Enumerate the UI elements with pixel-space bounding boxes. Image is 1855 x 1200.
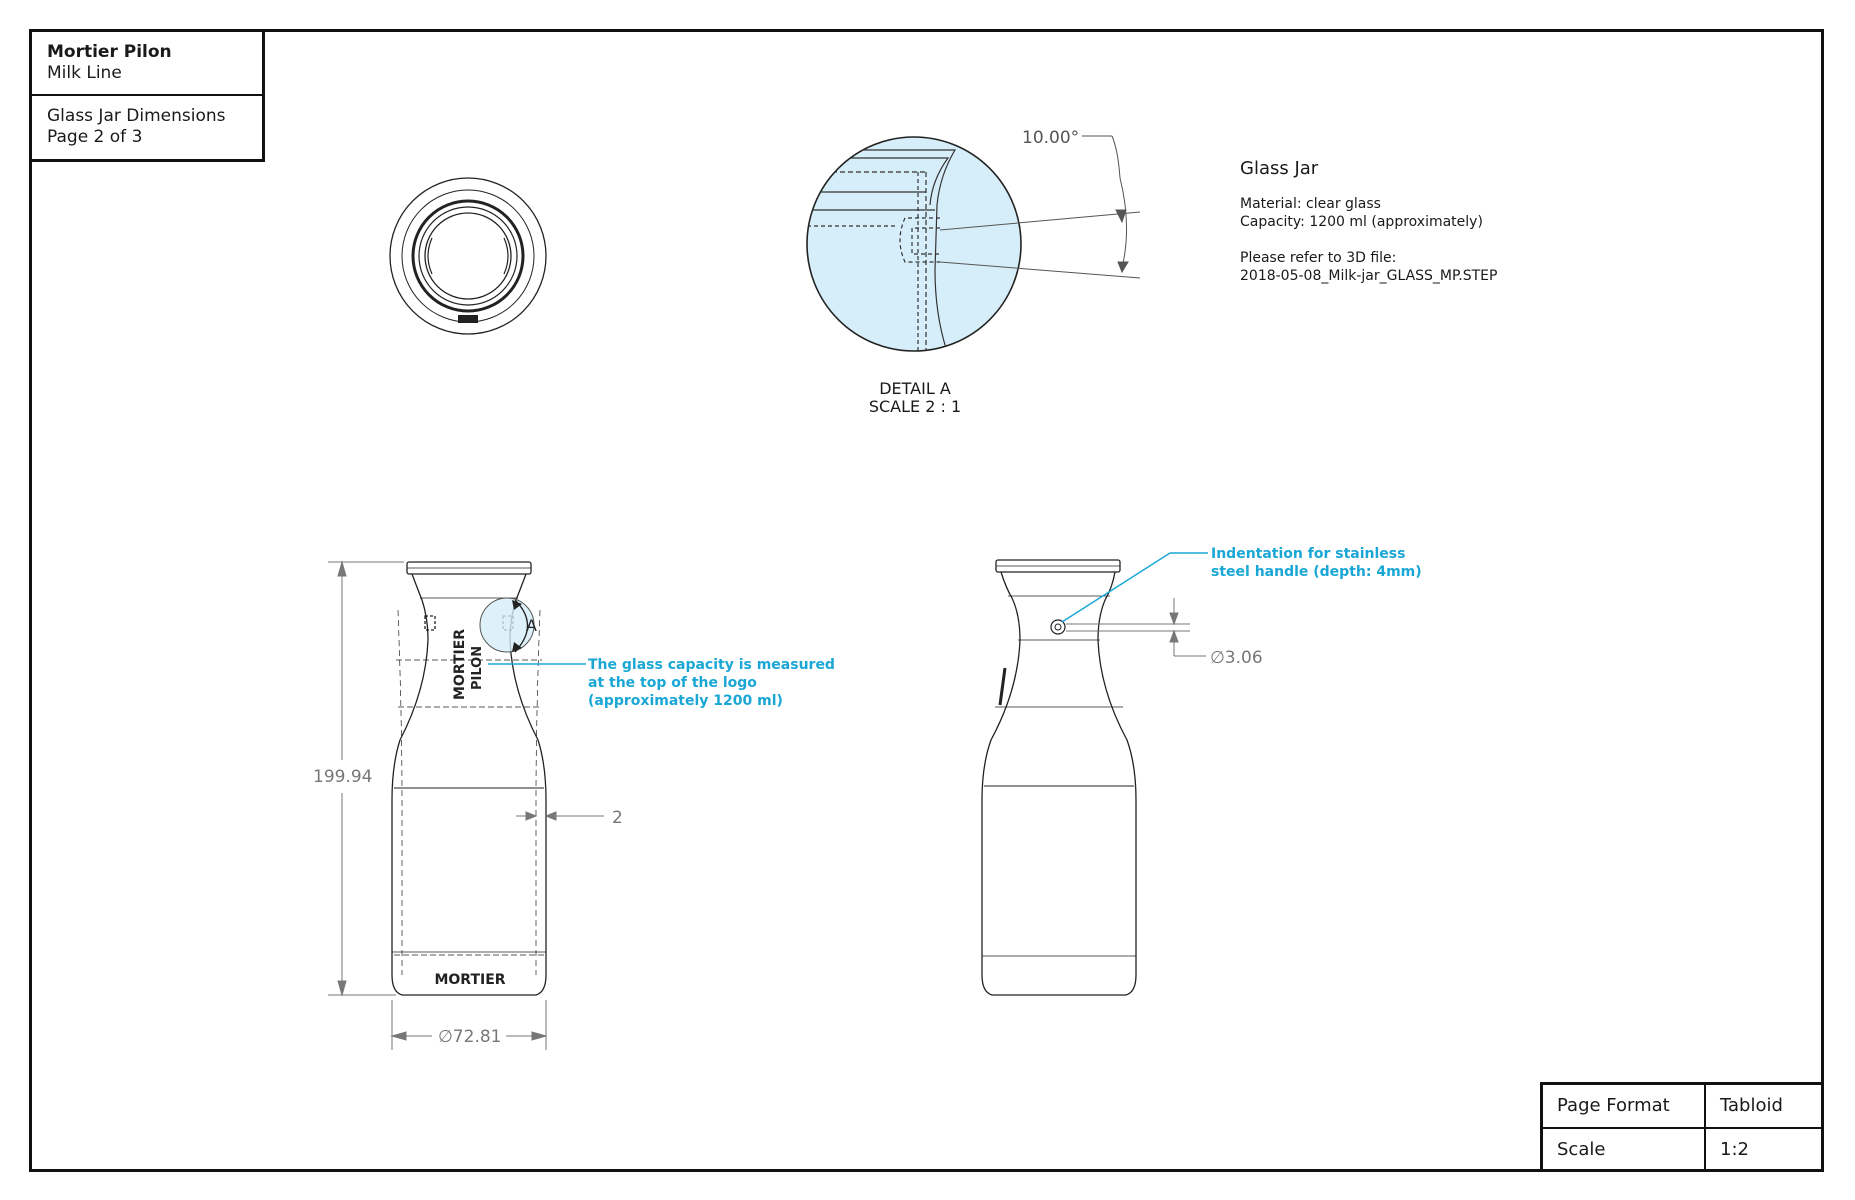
capacity-callout-line1: The glass capacity is measured bbox=[588, 657, 835, 673]
scale-label: Scale bbox=[1543, 1129, 1706, 1169]
angle-value: 10.00° bbox=[1022, 128, 1080, 148]
capacity-callout-line2: at the top of the logo bbox=[588, 675, 757, 691]
side-view bbox=[982, 560, 1136, 995]
top-view-logo-mark bbox=[458, 315, 478, 323]
scale-value: 1:2 bbox=[1720, 1139, 1749, 1160]
logo-text-mortier: MORTIER bbox=[452, 628, 468, 700]
page-number: Page 2 of 3 bbox=[47, 127, 143, 147]
info-row-scale bbox=[1543, 1127, 1821, 1169]
product-line: Milk Line bbox=[47, 63, 122, 83]
notes-capacity: Capacity: 1200 ml (approximately) bbox=[1240, 214, 1483, 230]
format-value: Tabloid bbox=[1720, 1095, 1783, 1116]
handle-callout-line1: Indentation for stainless bbox=[1211, 546, 1406, 562]
height-value: 199.94 bbox=[313, 767, 373, 787]
company-name: Mortier Pilon bbox=[47, 42, 172, 62]
capacity-callout-line3: (approximately 1200 ml) bbox=[588, 693, 783, 709]
info-row-format bbox=[1543, 1085, 1821, 1127]
front-logo bbox=[452, 629, 485, 700]
bottom-engraving-text: MORTIER bbox=[434, 972, 506, 988]
wall-dimension bbox=[516, 812, 604, 820]
detail-label: DETAIL A bbox=[879, 379, 951, 398]
top-view bbox=[390, 178, 546, 334]
notes-refer: Please refer to 3D file: bbox=[1240, 250, 1397, 266]
logo-text-pilon: PILON bbox=[470, 645, 485, 690]
handle-callout bbox=[1062, 553, 1208, 622]
detail-scale: SCALE 2 : 1 bbox=[868, 397, 962, 416]
info-block bbox=[1540, 1082, 1824, 1172]
detail-view bbox=[800, 128, 1140, 360]
notes-title: Glass Jar bbox=[1240, 158, 1319, 179]
hole-value: ∅3.06 bbox=[1210, 648, 1263, 668]
notes-file: 2018-05-08_Milk-jar_GLASS_MP.STEP bbox=[1240, 268, 1498, 284]
handle-callout-line2: steel handle (depth: 4mm) bbox=[1211, 564, 1422, 580]
detail-a-marker bbox=[480, 598, 537, 652]
format-label: Page Format bbox=[1543, 1085, 1706, 1127]
wall-value: 2 bbox=[612, 808, 623, 828]
notes-material: Material: clear glass bbox=[1240, 196, 1381, 212]
sheet-title: Glass Jar Dimensions bbox=[47, 106, 226, 126]
detail-marker-letter: A bbox=[526, 616, 537, 635]
diameter-value: ∅72.81 bbox=[438, 1027, 502, 1047]
